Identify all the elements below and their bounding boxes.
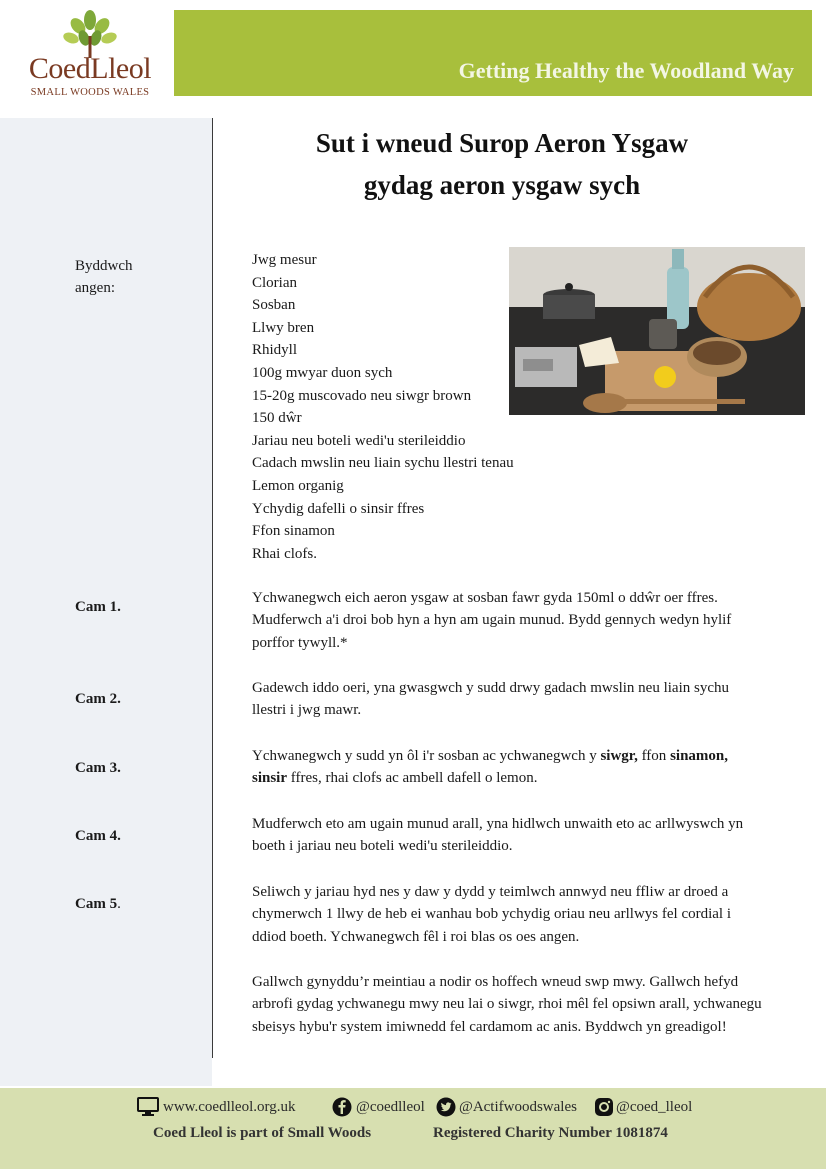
list-item: Ychydig dafelli o sinsir ffres: [252, 500, 425, 517]
closing-paragraph: Gallwch gynyddu’r meintiau a nodir os hoffech wneud swp mwy. Gallwch hefyd arbrofi gydag ychwanegu mwy neu lai o siwgr, rhoi mêl fel opsiwn arall, ychwanegu sbeisys hybu'r system imiwnedd fel cardamom ac anis. Byddwch yn greadigol!: [252, 974, 762, 1035]
step-label-4: Cam 4.: [75, 828, 121, 844]
logo-name: CoedLleol: [28, 52, 152, 85]
list-item: Lemon organig: [252, 477, 344, 494]
step-text-4: Mudferwch eto am ugain munud arall, yna hidlwch unwaith eto ac arllwyswch yn boeth i jariau neu boteli wedi'u sterileiddio.: [252, 816, 744, 855]
list-item: Sosban: [252, 297, 296, 314]
ingredients-list: [252, 249, 514, 565]
sidebar-divider: [212, 118, 213, 1058]
list-item: Cadach mwslin neu liain sychu llestri tenau: [252, 455, 514, 472]
footer-part-of: Coed Lleol is part of Small Woods: [153, 1125, 372, 1141]
needs-label: Byddwch angen:: [75, 258, 133, 296]
list-item: 150 dŵr: [252, 410, 302, 427]
list-item: Llwy bren: [252, 319, 315, 336]
header-band: [172, 10, 812, 96]
footer-contacts: [0, 1095, 826, 1121]
step-label-1: Cam 1.: [75, 599, 121, 615]
instagram-handle[interactable]: @coed_lleol: [616, 1099, 693, 1115]
step-text-1: Ychwanegwch eich aeron ysgaw at sosban fawr gyda 150ml o ddŵr oer ffres. Mudferwch a'i droi bob hyn a hyn am ugain munud. Bydd gennych wedyn hylif porffor tywyll.*: [252, 590, 732, 651]
kitchen-table-illustration: [509, 247, 805, 415]
logo-subtitle: SMALL WOODS WALES: [30, 87, 150, 98]
list-item: Rhidyll: [252, 342, 298, 359]
step-label-5: Cam 5.: [75, 896, 121, 912]
step-text-5: Seliwch y jariau hyd nes y daw y dydd y teimlwch annwyd neu ffliw ar droed a chymerwch 1 llwy de heb ei wanhau bob ychydig oriau neu arllwys fel cordial i ddiod boeth. Ychwanegwch fêl i roi blas os oes angen.: [252, 884, 732, 945]
header-tagline: Getting Healthy the Woodland Way: [458, 58, 794, 83]
list-item: Ffon sinamon: [252, 523, 335, 540]
twitter-icon: [436, 1097, 456, 1117]
list-item: 15-20g muscovado neu siwgr brown: [252, 387, 472, 404]
footer-charity-number: Registered Charity Number 1081874: [433, 1125, 668, 1141]
list-item: Jariau neu boteli wedi'u sterileiddio: [252, 432, 466, 449]
instagram-icon: [594, 1097, 614, 1117]
title-line-1: Sut i wneud Surop Aeron Ysgaw: [315, 128, 689, 158]
equipment-photo: [509, 247, 805, 415]
twitter-handle[interactable]: @Actifwoodswales: [459, 1099, 577, 1115]
website-link[interactable]: www.coedlleol.org.uk: [163, 1099, 296, 1115]
monitor-icon: [137, 1097, 159, 1117]
step-text-2: Gadewch iddo oeri, yna gwasgwch y sudd drwy gadach mwslin neu liain sychu llestri i jwg mawr.: [252, 680, 729, 719]
page-title: [240, 122, 764, 206]
step-label-3: Cam 3.: [75, 760, 121, 776]
facebook-handle[interactable]: @coedlleol: [356, 1099, 425, 1115]
title-line-2: gydag aeron ysgaw sych: [363, 170, 641, 200]
list-item: Jwg mesur: [252, 252, 317, 268]
list-item: Rhai clofs.: [252, 545, 317, 562]
step-text-3: Ychwanegwch y sudd yn ôl i'r sosban ac ychwanegwch y siwgr, ffon sinamon, sinsir ffres, rhai clofs ac ambell dafell o lemon.: [252, 748, 728, 787]
list-item: Clorian: [252, 274, 297, 291]
step-label-2: Cam 2.: [75, 691, 121, 707]
coedlleol-logo: [20, 10, 160, 98]
list-item: 100g mwyar duon sych: [252, 364, 393, 381]
facebook-icon: [332, 1097, 352, 1117]
